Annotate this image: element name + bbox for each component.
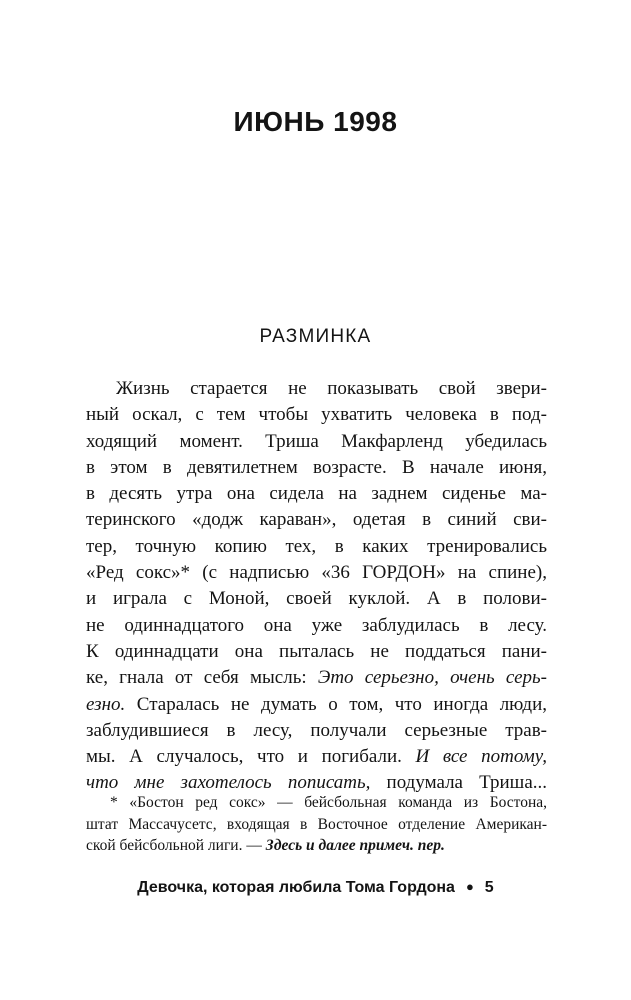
footnote [86,792,547,857]
text-segment: не одиннадцатого она уже заблудилась в лесу. [86,614,547,636]
text-segment: И все потому, [415,746,547,768]
text-line [86,613,547,639]
text-segment: в десять утра она сидела на заднем сиденье ма- [86,483,547,505]
text-line [86,534,547,560]
text-segment: Жизнь старается не показывать свой звери- [116,378,547,399]
text-segment: ской бейсбольной лиги. — [86,837,266,854]
footer-book-title: Девочка, которая любила Тома Гордона [137,879,455,896]
text-line [86,744,547,770]
text-segment: теринского «додж караван», одетая в синий сви- [86,509,547,531]
section-title: РАЗМИНКА [259,326,372,347]
text-segment: Старалась не думать о том, что иногда люди, [125,693,547,715]
text-line [86,376,547,402]
text-line [86,586,547,612]
text-segment: ный оскал, с тем чтобы ухватить человека в под- [86,404,547,426]
text-segment: тер, точную копию тех, в каких тренировались [86,535,547,557]
text-line [86,455,547,481]
text-line [86,835,547,857]
text-line [86,692,547,718]
text-segment: заблудившиеся в лесу, получали серьезные трав- [86,719,547,741]
text-line [86,814,547,836]
text-segment: * «Бостон ред сокс» — бейсбольная команда из Бостона, [110,794,547,811]
text-line [86,402,547,428]
text-segment: Это серьезно, очень серь- [317,667,547,689]
text-segment: мы. А случалось, что и погибали. [86,746,416,768]
text-segment: ке, гнала от себя мысль: [86,667,318,689]
text-segment: К одиннадцати она пыталась не поддаться пани- [86,640,547,662]
text-line [86,481,547,507]
text-line [86,507,547,533]
text-segment: Здесь и далее примеч. пер. [265,837,445,854]
text-segment: ходящий момент. Триша Макфарленд убедилась [86,430,547,452]
text-line [86,665,547,691]
footer-bullet-icon: ● [465,879,474,894]
text-segment: что мне захотелось пописать, [86,772,371,794]
text-segment: «Ред сокс»* (с надписью «36 ГОРДОН» на спине), [86,562,547,584]
text-line [86,792,547,814]
chapter-title: ИЮНЬ 1998 [233,106,398,137]
page-footer [0,879,631,897]
page-number: 5 [484,879,494,896]
text-segment: штат Массачусетс, входящая в Восточное отделение Американ- [86,815,547,833]
text-line [86,639,547,665]
text-line [86,560,547,586]
text-segment: в этом в девятилетнем возрасте. В начале июня, [86,456,547,478]
text-segment: подумала Триша... [370,772,547,794]
body-paragraph [86,376,547,797]
text-line [86,429,547,455]
text-segment: и играла с Моной, своей куклой. А в полови- [86,588,547,610]
text-line [86,718,547,744]
text-segment: езно. [86,693,126,715]
